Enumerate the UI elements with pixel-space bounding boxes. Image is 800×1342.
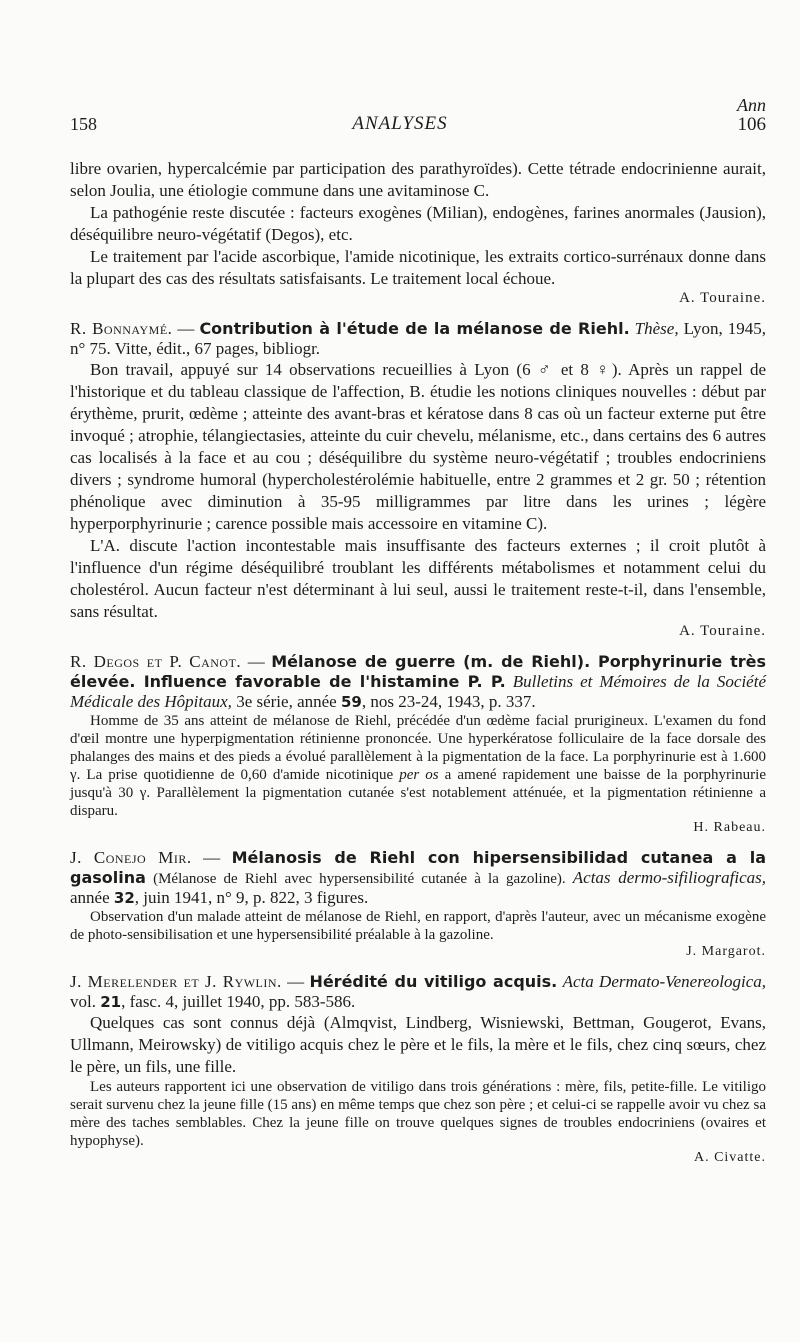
running-title: ANALYSES [352, 113, 448, 134]
entry-author: J. Conejo Mir. [70, 848, 192, 867]
entry-heading [70, 319, 766, 359]
entry-source: Acta Dermato-Venereologica, [562, 972, 767, 991]
entry-volume: 59 [340, 693, 362, 711]
abstract-entry [70, 652, 766, 836]
entry-source-details: vol. [70, 992, 101, 1011]
text: Homme de 35 ans atteint de mélanose de Riehl, précédée d'un œdème facial prurigineux. L'examen du fond d'œil montre une hyperpigmentation rétinienne prononcée. Une hyperkératose folliculaire de la face dorsale des phalanges des mains et des pieds a évolué parallèlement à la pigmentation de la face. La porphyrinurie est à 1.600 γ. La prise quotidienne de 0,60 d'amide nicotinique [70, 713, 766, 783]
corner-number: 106 [737, 114, 766, 135]
entry-source-details: année [70, 888, 114, 907]
paragraph: L'A. discute l'action incontestable mais insuffisante des facteurs externes ; il croit plutôt à l'influence d'un régime déséquilibré troublant les différents métabolismes et notamment celui du cholestérol. Aucun facteur n'est déterminant à lui seul, aussi le traitement reste-t-il, dans l'ensemble, sans résultat. [70, 536, 766, 621]
paragraph: Les auteurs rapportent ici une observation de vitiligo dans trois générations : mère, fils, petite-fille. Le vitiligo serait survenu chez la jeune fille (15 ans) en même temps que chez son père ; et celui-ci se rappelle avoir vu chez sa mère des taches semblables. Chez la jeune fille on trouve quelques signes de troubles endocriniens (ovaires et hypophyse). [70, 1079, 766, 1149]
entry-source-details: , fasc. 4, juillet 1940, pp. 583-586. [121, 992, 356, 1011]
entry-heading [70, 652, 766, 712]
page-content [70, 158, 766, 1166]
dash: — [191, 848, 232, 867]
entry-heading [70, 972, 766, 1012]
dash: — [172, 319, 200, 338]
abstract-entry [70, 319, 766, 640]
paragraph: Observation d'un malade atteint de mélanose de Riehl, en rapport, d'après l'auteur, avec un mécanisme exogène de photo-sensibilisation et une hypersensibilité préalable à la gazoline. [70, 909, 766, 943]
signature: H. Rabeau. [693, 820, 766, 835]
signature: A. Touraine. [679, 290, 766, 306]
entry-author: R. Bonnaymé. [70, 319, 173, 338]
paragraph: Le traitement par l'acide ascorbique, l'amide nicotinique, les extraits cortico-surrénaux donne dans la plupart des cas des résultats satisfaisants. Le traitement local échoue. [70, 247, 766, 288]
entry-source-details: , juin 1941, n° 9, p. 822, 3 figures. [134, 888, 369, 907]
signature: A. Touraine. [679, 623, 766, 639]
intro-section [70, 158, 766, 307]
paragraph: La pathogénie reste discutée : facteurs exogènes (Milian), endogènes, farines anormales (Jausion), déséquilibre neuro-végétatif (Degos), etc. [70, 203, 766, 244]
entry-author: R. Degos et P. Canot. [70, 652, 242, 671]
paragraph: Bon travail, appuyé sur 14 observations recueillies à Lyon (6 ♂ et 8 ♀). Après un rappel de l'historique et du tableau classique de l'affection, B. étudie les notions cliniques nouvelles : début par érythème, prurit, œdème ; atteinte des avant-bras et kératose dans 8 cas où un facteur externe put être invoqué ; atrophie, télangiectasies, atteinte du cuir chevelu, mélanisme, etc., dans certains des 6 autres cas localisés à la face et au cou ; déséquilibre du système neuro-végétatif ; troubles endocriniens divers ; syndrome humoral (hypercholestérolémie habituelle, entre 2 grammes et 2 gr. 50 ; rétention phénolique avec diminution à 35-95 milligrammes par litre dans les urines ; légère hyperporphyrinurie ; carence possible mais accessoire en vitamine C). [70, 360, 766, 533]
entry-title: Mélanose de guerre (m. de Riehl). Porphyrinurie très élevée. Influence favorable de l'histamine P. P. [70, 652, 767, 691]
entry-source: Bulletins et Mémoires de la Société Médicale des Hôpitaux, [70, 672, 766, 711]
dash: — [241, 652, 272, 671]
entry-heading [70, 848, 766, 908]
entry-source-details: , nos 23-24, 1943, p. 337. [361, 692, 536, 711]
abstract-entry [70, 848, 766, 960]
entry-source-details: 3e série, année [231, 692, 341, 711]
page-number: 158 [70, 114, 97, 134]
entry-source: Actas dermo-sifiliograficas, [572, 868, 766, 887]
entry-volume: 21 [100, 993, 122, 1011]
entry-source: Thèse, [634, 319, 679, 338]
entry-subtitle: (Mélanose de Riehl avec hypersensibilité cutanée à la gazoline). [145, 871, 573, 887]
paragraph [70, 712, 766, 820]
paragraph: Quelques cas sont connus déjà (Almqvist, Lindberg, Wisniewski, Bettman, Gougerot, Evans, Ullmann, Meirowsky) de vitiligo acquis chez le père et le fils, la mère et le fils, chez cinq sœurs, chez le père, un fils, une fille. [70, 1013, 766, 1076]
entry-title: Mélanosis de Riehl con hipersensibilidad cutanea a la gasolina [70, 848, 766, 887]
dash: — [281, 972, 310, 991]
corner-label: Ann [737, 95, 766, 115]
signature: A. Civatte. [693, 1150, 766, 1165]
paragraph: libre ovarien, hypercalcémie par participation des parathyroïdes). Cette tétrade endocrinienne aurait, selon Joulia, une étiologie commune dans une avitaminose C. [70, 159, 766, 200]
entry-title: Contribution à l'étude de la mélanose de Riehl. [199, 319, 630, 338]
entry-source-details: Lyon, 1945, n° 75. Vitte, édit., 67 pages, bibliogr. [70, 319, 767, 358]
signature: J. Margarot. [686, 944, 766, 959]
text-italic: per os [399, 767, 439, 783]
entry-author: J. Merelender et J. Rywlin. [70, 972, 282, 991]
entry-title: Hérédité du vitiligo acquis. [309, 972, 558, 991]
text: a amené rapidement une baisse de la porphyrinurie jusqu'à 30 γ. Parallèlement la pigmentation cutanée s'est notablement atténuée, et la pigmentation rétinienne a disparu. [70, 767, 766, 819]
abstract-entry [70, 972, 766, 1166]
entry-volume: 32 [113, 889, 135, 907]
